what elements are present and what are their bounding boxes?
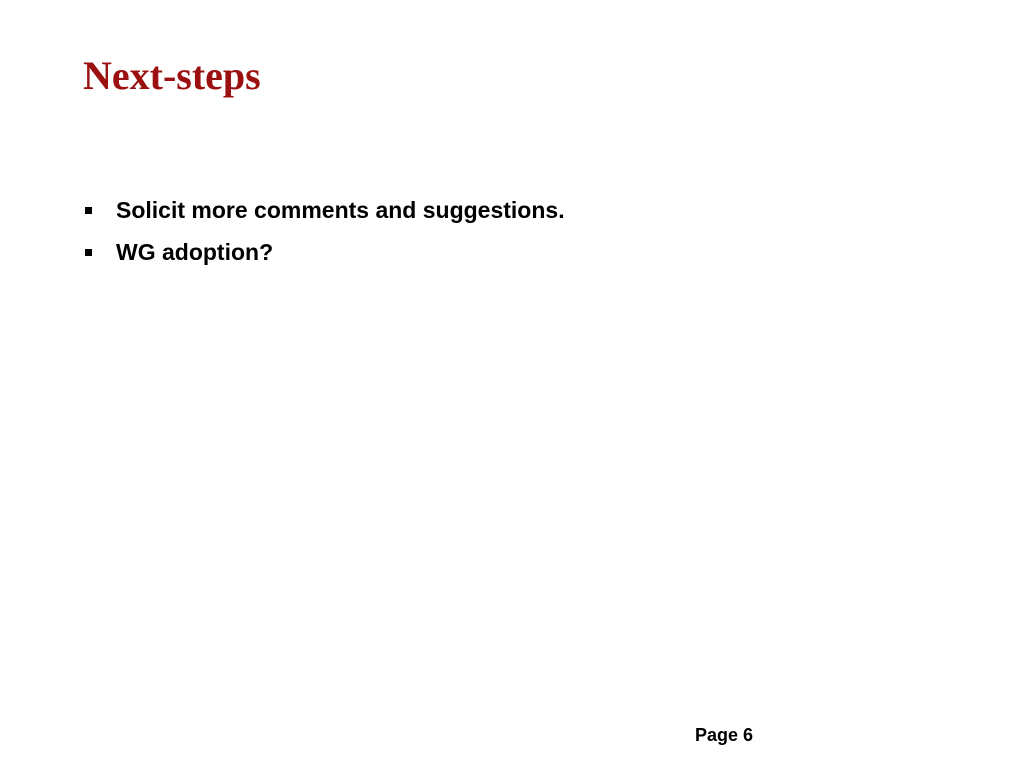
list-item xyxy=(83,194,565,226)
square-bullet-icon xyxy=(85,207,92,214)
bullet-list xyxy=(83,194,565,278)
square-bullet-icon xyxy=(85,249,92,256)
slide-title: Next-steps xyxy=(83,53,261,98)
bullet-text: Solicit more comments and suggestions. xyxy=(116,197,565,223)
bullet-text: WG adoption? xyxy=(116,239,274,265)
page-number: Page 6 xyxy=(695,725,754,745)
list-item xyxy=(83,236,565,268)
